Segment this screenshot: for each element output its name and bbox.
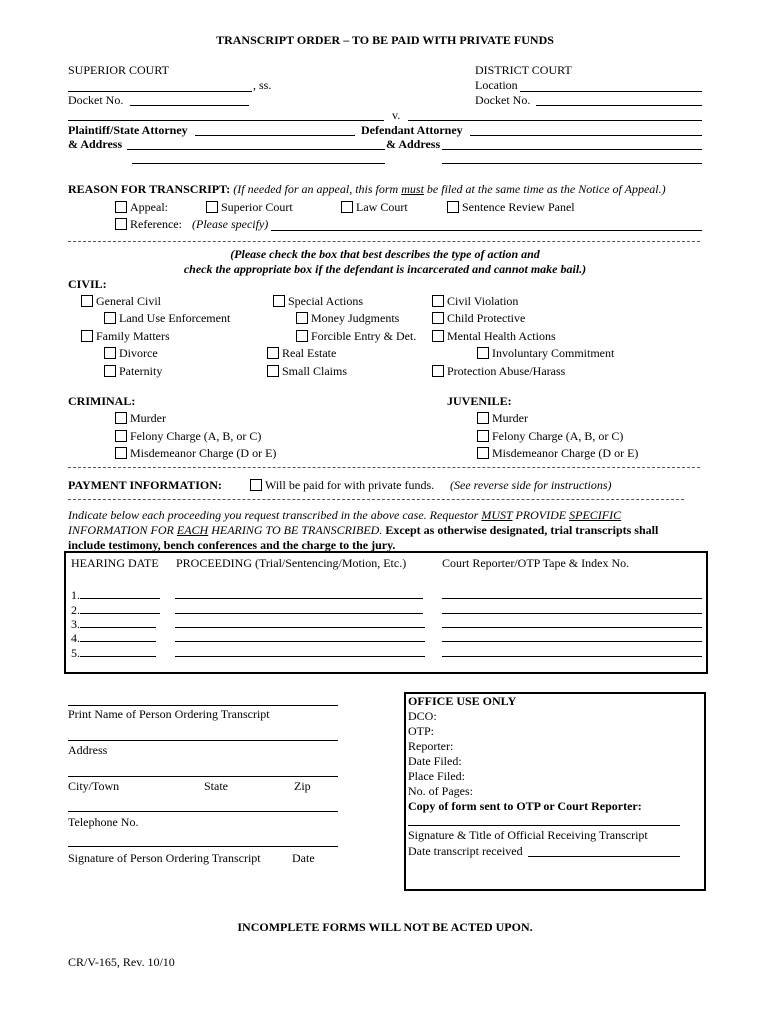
- general-civil-checkbox[interactable]: [81, 295, 93, 307]
- superior-court-appeal-checkbox[interactable]: [206, 201, 218, 213]
- plaintiff-name-field[interactable]: [68, 120, 384, 121]
- signature-label: Signature of Person Ordering Transcript: [68, 851, 261, 865]
- indicate-line-1: [68, 508, 621, 522]
- private-funds-checkbox[interactable]: [250, 479, 262, 491]
- land-use-label: Land Use Enforcement: [119, 311, 231, 325]
- print-name-label: Print Name of Person Ordering Transcript: [68, 707, 270, 721]
- reason-note-must: must: [401, 182, 424, 196]
- involuntary-commitment-checkbox[interactable]: [477, 347, 489, 359]
- pages-label: No. of Pages:: [408, 784, 473, 798]
- please-specify-label: (Please specify): [192, 217, 269, 231]
- state-label: State: [204, 779, 228, 793]
- paternity-checkbox[interactable]: [104, 365, 116, 377]
- defendant-attorney-label: Defendant Attorney: [361, 123, 463, 137]
- col-proceeding: PROCEEDING (Trial/Sentencing/Motion, Etc.): [176, 556, 407, 570]
- indicate-each: EACH: [176, 523, 209, 537]
- ss-label: , ss.: [253, 78, 272, 92]
- child-protective-checkbox[interactable]: [432, 312, 444, 324]
- otp-label: OTP:: [408, 724, 435, 738]
- juvenile-murder-checkbox[interactable]: [477, 412, 489, 424]
- family-matters-checkbox[interactable]: [81, 330, 93, 342]
- telephone-label: Telephone No.: [68, 815, 139, 829]
- row-1-date-field[interactable]: [80, 598, 160, 599]
- indicate-line-2: [68, 523, 658, 537]
- general-civil-label: General Civil: [96, 294, 161, 308]
- protection-abuse-label: Protection Abuse/Harass: [447, 364, 566, 378]
- reason-line: [68, 182, 666, 196]
- city-label: City/Town: [68, 779, 120, 793]
- incomplete-warning: INCOMPLETE FORMS WILL NOT BE ACTED UPON.: [237, 920, 533, 934]
- small-claims-checkbox[interactable]: [267, 365, 279, 377]
- plaintiff-address-field-2[interactable]: [132, 163, 385, 164]
- sentence-review-checkbox[interactable]: [447, 201, 459, 213]
- docket-no-right-label: Docket No.: [475, 93, 531, 107]
- indicate-text-4: HEARING TO BE TRANSCRIBED.: [208, 523, 383, 537]
- real-estate-label: Real Estate: [282, 346, 337, 360]
- criminal-murder-label: Murder: [130, 411, 166, 425]
- private-funds-label: Will be paid for with private funds.: [265, 478, 435, 492]
- criminal-murder-checkbox[interactable]: [115, 412, 127, 424]
- money-judgments-label: Money Judgments: [311, 311, 400, 325]
- juvenile-felony-label: Felony Charge (A, B, or C): [492, 429, 624, 443]
- forcible-entry-checkbox[interactable]: [296, 330, 308, 342]
- row-number: 4.: [71, 631, 80, 645]
- reference-label: Reference:: [130, 217, 182, 231]
- versus-label: v.: [392, 108, 401, 122]
- juvenile-label: JUVENILE:: [447, 394, 512, 408]
- forcible-entry-label: Forcible Entry & Det.: [311, 329, 417, 343]
- plaintiff-address-field[interactable]: [127, 149, 385, 150]
- criminal-label: CRIMINAL:: [68, 394, 136, 408]
- form-title: TRANSCRIPT ORDER – TO BE PAID WITH PRIVATE FUNDS: [216, 33, 554, 47]
- indicate-must: MUST: [481, 508, 513, 522]
- family-matters-label: Family Matters: [96, 329, 170, 343]
- reference-field[interactable]: [271, 230, 702, 231]
- juvenile-misdemeanor-label: Misdemeanor Charge (D or E): [492, 446, 639, 460]
- row-5-proceeding-field[interactable]: [175, 656, 425, 657]
- divider: [68, 499, 684, 500]
- indicate-line-3: include testimony, bench conferences and the charge to the jury.: [68, 538, 396, 552]
- row-2-reporter-field[interactable]: [442, 613, 702, 614]
- plaintiff-address-label: & Address: [68, 137, 123, 151]
- reason-note-1: (If needed for an appeal, this form: [233, 182, 402, 196]
- defendant-address-field[interactable]: [442, 149, 702, 150]
- defendant-address-field-2[interactable]: [442, 163, 702, 164]
- juvenile-murder-label: Murder: [492, 411, 528, 425]
- date-received-field[interactable]: [528, 856, 680, 857]
- indicate-text-5: Except as otherwise designated, trial transcripts shall: [382, 523, 659, 537]
- criminal-felony-label: Felony Charge (A, B, or C): [130, 429, 262, 443]
- row-number: 2.: [71, 603, 80, 617]
- instructions-line-2: check the appropriate box if the defendant is incarcerated and cannot make bail.): [183, 262, 587, 276]
- protection-abuse-checkbox[interactable]: [432, 365, 444, 377]
- appeal-checkbox[interactable]: [115, 201, 127, 213]
- zip-label: Zip: [294, 779, 311, 793]
- divorce-checkbox[interactable]: [104, 347, 116, 359]
- plaintiff-attorney-field[interactable]: [195, 135, 355, 136]
- row-4-proceeding-field[interactable]: [175, 641, 425, 642]
- row-number: 5.: [71, 646, 80, 660]
- county-field[interactable]: [68, 91, 252, 92]
- criminal-misdemeanor-label: Misdemeanor Charge (D or E): [130, 446, 277, 460]
- divorce-label: Divorce: [119, 346, 158, 360]
- row-number: 3.: [71, 617, 80, 631]
- juvenile-misdemeanor-checkbox[interactable]: [477, 447, 489, 459]
- office-use-title: OFFICE USE ONLY: [408, 694, 517, 708]
- juvenile-felony-checkbox[interactable]: [477, 430, 489, 442]
- appeal-label: Appeal:: [130, 200, 168, 214]
- row-2-date-field[interactable]: [80, 613, 160, 614]
- reporter-label: Reporter:: [408, 739, 454, 753]
- row-5-reporter-field[interactable]: [442, 656, 702, 657]
- reason-label: REASON FOR TRANSCRIPT: [68, 182, 227, 196]
- reason-note-2: be filed at the same time as the Notice of Appeal.): [423, 182, 666, 196]
- print-name-field[interactable]: [68, 705, 338, 706]
- law-court-label: Law Court: [356, 200, 408, 214]
- signature-title-label: Signature & Title of Official Receiving Transcript: [408, 828, 648, 842]
- signature-field[interactable]: [68, 846, 338, 847]
- superior-court-label: SUPERIOR COURT: [68, 63, 169, 77]
- superior-court-appeal-label: Superior Court: [221, 200, 293, 214]
- child-protective-label: Child Protective: [447, 311, 526, 325]
- row-4-date-field[interactable]: [80, 641, 156, 642]
- docket-no-left-field[interactable]: [130, 105, 249, 106]
- row-3-proceeding-field[interactable]: [175, 627, 425, 628]
- row-3-date-field[interactable]: [80, 627, 156, 628]
- divider: [68, 241, 700, 242]
- civil-violation-checkbox[interactable]: [432, 295, 444, 307]
- docket-no-left-label: Docket No.: [68, 93, 124, 107]
- indicate-text-2: PROVIDE: [512, 508, 570, 522]
- date-label: Date: [292, 851, 315, 865]
- instructions-line-1: (Please check the box that best describes the type of action and: [230, 247, 540, 261]
- district-court-label: DISTRICT COURT: [475, 63, 572, 77]
- sentence-review-label: Sentence Review Panel: [462, 200, 575, 214]
- special-actions-checkbox[interactable]: [273, 295, 285, 307]
- date-filed-label: Date Filed:: [408, 754, 462, 768]
- dco-label: DCO:: [408, 709, 437, 723]
- plaintiff-attorney-label: Plaintiff/State Attorney: [68, 123, 188, 137]
- criminal-felony-checkbox[interactable]: [115, 430, 127, 442]
- involuntary-commitment-label: Involuntary Commitment: [492, 346, 615, 360]
- law-court-checkbox[interactable]: [341, 201, 353, 213]
- payment-label: PAYMENT INFORMATION:: [68, 478, 222, 492]
- indicate-text-1: Indicate below each proceeding you request transcribed in the above case. Requestor: [68, 508, 482, 522]
- small-claims-label: Small Claims: [282, 364, 348, 378]
- defendant-name-field[interactable]: [408, 120, 702, 121]
- row-number: 1.: [71, 588, 80, 602]
- reference-checkbox[interactable]: [115, 218, 127, 230]
- money-judgments-checkbox[interactable]: [296, 312, 308, 324]
- mental-health-label: Mental Health Actions: [447, 329, 556, 343]
- location-label: Location: [475, 78, 518, 92]
- row-3-reporter-field[interactable]: [442, 627, 702, 628]
- defendant-address-label: & Address: [386, 137, 441, 151]
- land-use-checkbox[interactable]: [104, 312, 116, 324]
- date-received-label: Date transcript received: [408, 844, 523, 858]
- col-reporter: Court Reporter/OTP Tape & Index No.: [442, 556, 630, 570]
- row-5-date-field[interactable]: [80, 656, 156, 657]
- mental-health-checkbox[interactable]: [432, 330, 444, 342]
- telephone-field[interactable]: [68, 811, 338, 812]
- copy-sent-label: Copy of form sent to OTP or Court Reporter:: [408, 799, 642, 813]
- address-field[interactable]: [68, 740, 338, 741]
- row-1-proceeding-field[interactable]: [175, 598, 423, 599]
- reverse-side-note: (See reverse side for instructions): [450, 478, 612, 492]
- row-2-proceeding-field[interactable]: [175, 613, 423, 614]
- special-actions-label: Special Actions: [288, 294, 363, 308]
- criminal-misdemeanor-checkbox[interactable]: [115, 447, 127, 459]
- address-label: Address: [68, 743, 108, 757]
- indicate-text-3: INFORMATION FOR: [68, 523, 177, 537]
- defendant-attorney-field[interactable]: [470, 135, 702, 136]
- real-estate-checkbox[interactable]: [267, 347, 279, 359]
- official-signature-field[interactable]: [408, 825, 680, 826]
- row-1-reporter-field[interactable]: [442, 598, 702, 599]
- form-id: CR/V-165, Rev. 10/10: [68, 955, 175, 969]
- col-hearing-date: HEARING DATE: [71, 556, 159, 570]
- row-4-reporter-field[interactable]: [442, 641, 702, 642]
- reason-colon: :: [226, 182, 234, 196]
- city-state-zip-field[interactable]: [68, 776, 338, 777]
- place-filed-label: Place Filed:: [408, 769, 465, 783]
- docket-no-right-field[interactable]: [536, 105, 702, 106]
- civil-violation-label: Civil Violation: [447, 294, 519, 308]
- location-field[interactable]: [520, 91, 702, 92]
- divider: [68, 467, 700, 468]
- paternity-label: Paternity: [119, 364, 163, 378]
- indicate-specific: SPECIFIC: [569, 508, 622, 522]
- civil-label: CIVIL:: [68, 277, 107, 291]
